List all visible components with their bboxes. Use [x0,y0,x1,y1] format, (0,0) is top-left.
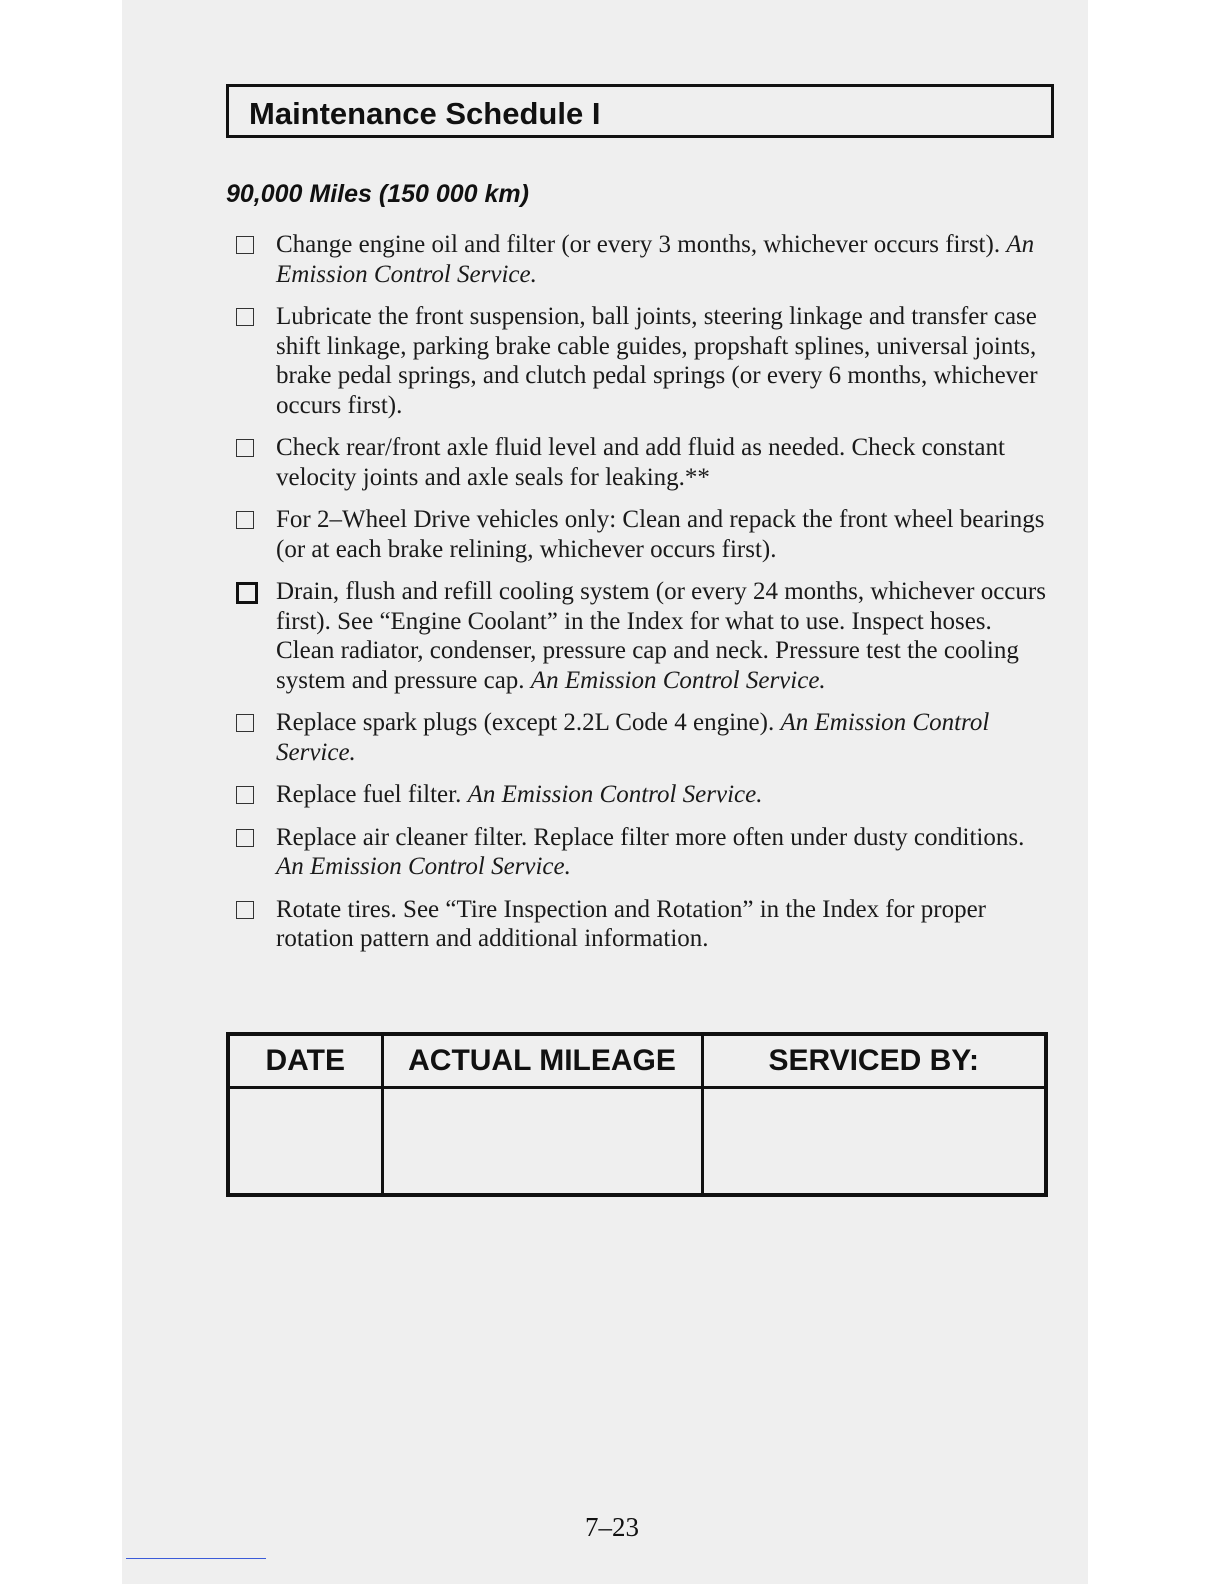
table-header-row [228,1034,1046,1088]
checklist-item [236,505,1056,564]
item-emphasis: An Emission Control Service. [530,666,826,694]
page-number: 7–23 [585,1512,639,1542]
page-title: Maintenance Schedule I [249,96,601,131]
checklist-item [236,895,1056,954]
item-emphasis: An Emission Control Service. [276,231,1035,288]
date-cell[interactable] [228,1088,382,1196]
item-text: Drain, flush and refill cooling system (or every 24 months, whichever occurs first). See “Engine Coolant” in the Index for what to use. Inspect hoses. Clean radiator, condenser, pressure cap and neck. Pressure test the cooling system and pressure cap. [276,578,1046,694]
serviced-by-cell[interactable] [702,1088,1046,1196]
section-heading: 90,000 Miles (150 000 km) [226,180,529,208]
item-text: Replace fuel filter. [276,781,468,808]
checklist-item [236,708,1056,767]
checkbox[interactable] [236,582,258,604]
checklist-item [236,433,1056,492]
actual-mileage-header: ACTUAL MILEAGE [382,1034,702,1088]
checkbox[interactable] [236,511,254,529]
item-emphasis: An Emission Control Service. [276,853,571,880]
item-text: Replace air cleaner filter. Replace filter more often under dusty conditions. [276,823,1025,851]
checkbox[interactable] [236,439,254,457]
title-box [226,84,1054,138]
checklist-item [236,230,1056,289]
table-row [228,1088,1046,1196]
checklist-item [236,302,1056,420]
footer-divider [126,1558,266,1559]
item-text: Replace spark plugs (except 2.2L Code 4 engine). [276,709,781,736]
item-text: Check rear/front axle fluid level and add fluid as needed. Check constant velocity joints and axle seals for leaking.** [276,434,1005,491]
checkbox[interactable] [236,714,254,732]
checklist-item [236,577,1056,695]
item-text: For 2–Wheel Drive vehicles only: Clean and repack the front wheel bearings (or at each brake relining, whichever occurs first). [276,506,1045,563]
item-text: Change engine oil and filter (or every 3 months, whichever occurs first). [276,231,1007,258]
item-emphasis: An Emission Control Service. [467,781,763,808]
date-header: DATE [228,1034,382,1088]
checkbox[interactable] [236,786,254,804]
serviced-by-header: SERVICED BY: [702,1034,1046,1088]
actual-mileage-cell[interactable] [382,1088,702,1196]
checkbox[interactable] [236,829,254,847]
checkbox[interactable] [236,236,254,254]
item-text: Lubricate the front suspension, ball joints, steering linkage and transfer case shift linkage, parking brake cable guides, propshaft splines, universal joints, brake pedal springs, and clutch pedal springs (or every 6 months, whichever occurs first). [276,303,1038,419]
checkbox[interactable] [236,901,254,919]
checkbox[interactable] [236,308,254,326]
item-emphasis: An Emission Control Service. [276,709,990,766]
maintenance-checklist [236,230,1056,967]
item-text: Rotate tires. See “Tire Inspection and Rotation” in the Index for proper rotation pattern and additional information. [276,895,986,952]
service-log-table [226,1032,1048,1197]
checklist-item [236,823,1056,882]
checklist-item [236,780,1056,810]
